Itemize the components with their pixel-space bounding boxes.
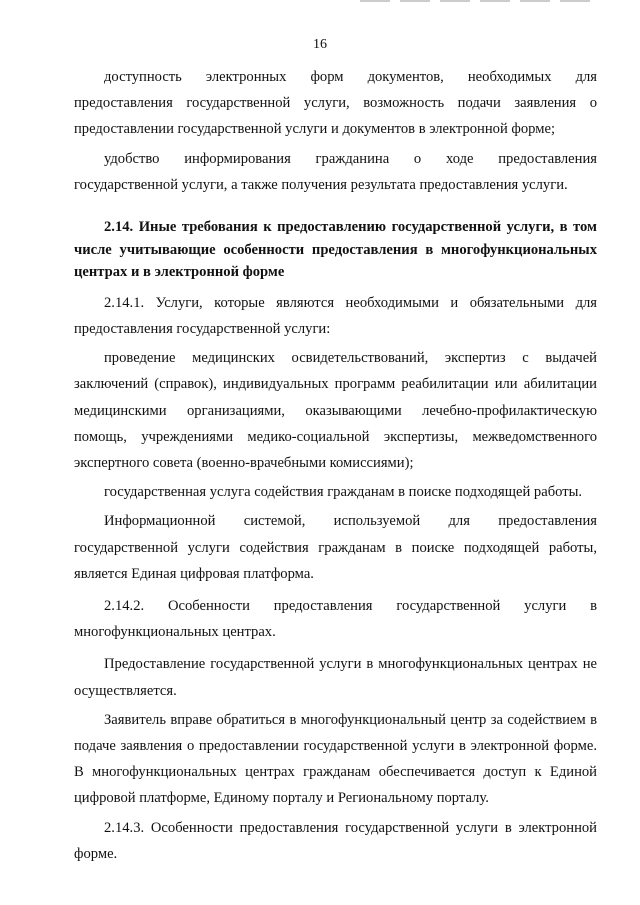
document-body [74,64,597,867]
paragraph-info-system: Информационной системой, используемой для предоставления государственной услуги содействия гражданам в поиске подходящей работы, является Единая цифровая платформа. [74,513,597,582]
paragraph-mfc-not-provided: Предоставление государственной услуги в многофункциональных центрах не осуществляется. [74,656,597,699]
paragraph-availability: доступность электронных форм документов, необходимых для предоставления государственной услуги, возможность подачи заявления о предоставлении государственной услуги и документов в электронной форме; [74,69,597,138]
paragraph-2-14-3: 2.14.3. Особенности предоставления государственной услуги в электронной форме. [74,819,597,862]
paragraph-mfc-assistance: Заявитель вправе обратиться в многофункциональный центр за содействием в подаче заявления о предоставлении государственной услуги в электронной форме. В многофункциональных центрах гражданам обеспечивается доступ к Единой цифровой платформе, Единому порталу и Региональному порталу. [74,711,597,807]
page-number: 16 [313,37,327,52]
paragraph-job-search: государственная услуга содействия гражданам в поиске подходящей работы. [104,484,583,501]
paragraph-convenience: удобство информирования гражданина о ходе предоставления государственной услуги, а также получения результата предоставления услуги. [74,150,597,193]
scan-top-edge [360,0,590,2]
paragraph-medical-exams: проведение медицинских освидетельствований, экспертиз с выдачей заключений (справок), индивидуальных программ реабилитации или абилитации медицинскими организациями, оказывающими лечебно-профилактическую помощь, учреждениями медико-социальной экспертизы, межведомственного экспертного совета (военно-врачебными комиссиями); [74,350,597,472]
paragraph-2-14-2: 2.14.2. Особенности предоставления государственной услуги в многофункциональных центрах. [74,598,597,641]
paragraph-2-14-1: 2.14.1. Услуги, которые являются необходимыми и обязательными для предоставления государственной услуги: [74,294,597,337]
section-heading: 2.14. Иные требования к предоставлению государственной услуги, в том числе учитывающие особенности предоставления в многофункциональных центрах и в электронной форме [74,219,597,281]
